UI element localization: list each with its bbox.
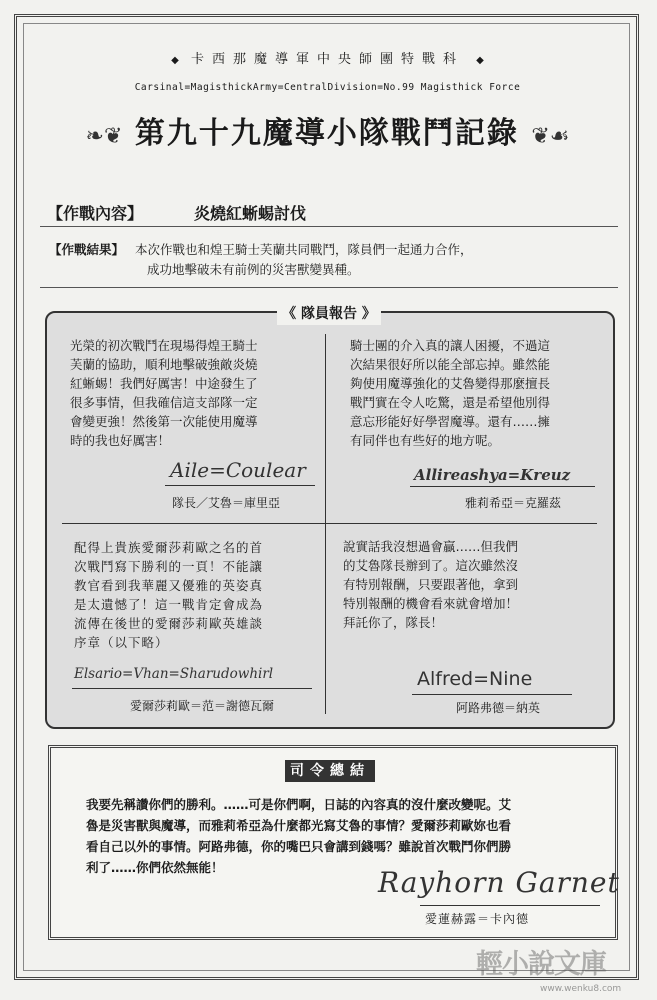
diamond-icon: ◆	[476, 55, 484, 66]
result-line: 本次作戰也和煌王騎士芙蘭共同戰鬥，隊員們一起通力合作，	[135, 242, 473, 257]
page-title-row	[40, 108, 615, 152]
summary-line: 利了……你們依然無能！	[86, 860, 224, 875]
report-line: 次結果很好所以能全部忘掉。雖然能	[350, 357, 551, 372]
report-line: 的艾魯隊長辦到了。這次雖然沒	[343, 558, 519, 573]
signature-underline	[420, 905, 600, 906]
signature-underline	[412, 694, 572, 695]
signature-allireashya: Allireashya=Kreuz	[414, 466, 571, 484]
report-line: 次戰鬥寫下勝利的一頁！不能讓	[74, 559, 264, 574]
report-line: 是太遺憾了！這一戰肯定會成為	[74, 597, 264, 612]
summary-line: 看自己以外的事情。阿路弗德，你的嘴巴只會講到錢嗎？雖說首次戰鬥你們勝	[86, 839, 512, 854]
mission-value: 炎燒紅蜥蜴討伐	[194, 204, 307, 223]
report-line: 序章（以下略）	[74, 635, 169, 650]
watermark-url: www.wenku8.com	[540, 984, 622, 994]
result-text	[135, 240, 605, 280]
right-flourish-icon: ❦☙	[531, 124, 570, 149]
report-line: 紅蜥蜴！我們好厲害！中途發生了	[70, 376, 258, 391]
signature-underline	[72, 688, 312, 689]
report-line: 流傳在後世的愛爾莎莉歐英雄談	[74, 616, 264, 631]
signature-alfred: Alfred=Nine	[417, 668, 533, 690]
result-label: 【作戰結果】	[49, 242, 125, 257]
division-heading	[40, 48, 615, 67]
signature-underline	[410, 486, 595, 487]
report-line: 騎士團的介入真的讓人困擾，不過這	[350, 338, 551, 353]
member-report-elsario	[74, 538, 314, 652]
report-divider-vertical	[325, 334, 326, 714]
member-report-header: 《 隊員報告 》	[277, 303, 381, 325]
signature-aile: Aile=Coulear	[170, 458, 306, 482]
report-line: 時的我也好厲害！	[70, 433, 171, 448]
mission-label: 【作戰內容】	[47, 204, 144, 223]
signature-underline	[165, 485, 315, 486]
report-divider-horizontal	[62, 523, 597, 524]
report-line: 說實話我沒想過會贏……但我們	[343, 539, 519, 554]
commander-summary-header: 司令總結	[285, 760, 375, 782]
report-line: 教官看到我華麗又優雅的英姿真	[74, 578, 264, 593]
report-line: 很多事情，但我確信這支部隊一定	[70, 395, 258, 410]
commander-name: 愛蓮赫露＝卡內德	[425, 912, 530, 926]
left-flourish-icon: ❧❦	[85, 124, 123, 149]
division-cn: 卡西那魔導軍中央師團特戰科	[190, 52, 464, 67]
member-name-aile: 隊長／艾魯＝庫里亞	[172, 496, 281, 510]
member-report-alfred	[343, 537, 598, 632]
summary-line: 魯是災害獸與魔導，而雅莉希亞為什麼都光寫艾魯的事情？愛爾莎莉歐妳也看	[86, 818, 512, 833]
divider	[40, 287, 618, 288]
member-name-alfred: 阿路弗德＝納英	[456, 701, 541, 715]
report-line: 意忘形能好好學習魔導。還有……擁	[350, 414, 551, 429]
report-line: 夠使用魔導強化的艾魯變得那麼擅長	[350, 376, 551, 391]
diamond-icon: ◆	[171, 55, 179, 66]
member-report-aile	[70, 336, 310, 450]
watermark-logo: 輕小說文庫	[476, 949, 606, 980]
signature-elsario: Elsario=Vhan=Sharudowhirl	[74, 666, 274, 682]
divider	[40, 226, 618, 227]
report-line: 光榮的初次戰鬥在現場得煌王騎士	[70, 338, 258, 353]
member-name-allireashya: 雅莉希亞＝克羅茲	[465, 496, 562, 510]
commander-signature: Rayhorn Garnet	[378, 866, 620, 899]
report-line: 會變更強！然後第一次能使用魔導	[70, 414, 258, 429]
member-report-allireashya	[350, 336, 600, 450]
report-line: 有同伴也有些好的地方呢。	[350, 433, 501, 448]
page-title: 第九十九魔導小隊戰鬥記錄	[134, 116, 519, 151]
report-line: 拜託你了，隊長！	[343, 615, 444, 630]
member-name-elsario: 愛爾莎莉歐＝范＝謝德瓦爾	[130, 699, 275, 713]
result-line: 成功地擊破未有前例的災害獸變異種。	[147, 262, 360, 277]
division-en: Carsinal=MagisthickArmy=CentralDivision=No.99 Magisthick Force	[134, 82, 521, 93]
report-line: 有特別報酬，只要跟著他，拿到	[343, 577, 519, 592]
report-line: 特別報酬的機會看來就會增加！	[343, 596, 519, 611]
report-line: 配得上貴族愛爾莎莉歐之名的首	[74, 540, 264, 555]
summary-line: 我要先稱讚你們的勝利。……可是你們啊，日誌的內容真的沒什麼改變呢。艾	[86, 797, 512, 812]
report-line: 戰鬥實在令人吃驚，還是希望他別得	[350, 395, 551, 410]
report-line: 芙蘭的協助，順利地擊破強敵炎燒	[70, 357, 258, 372]
